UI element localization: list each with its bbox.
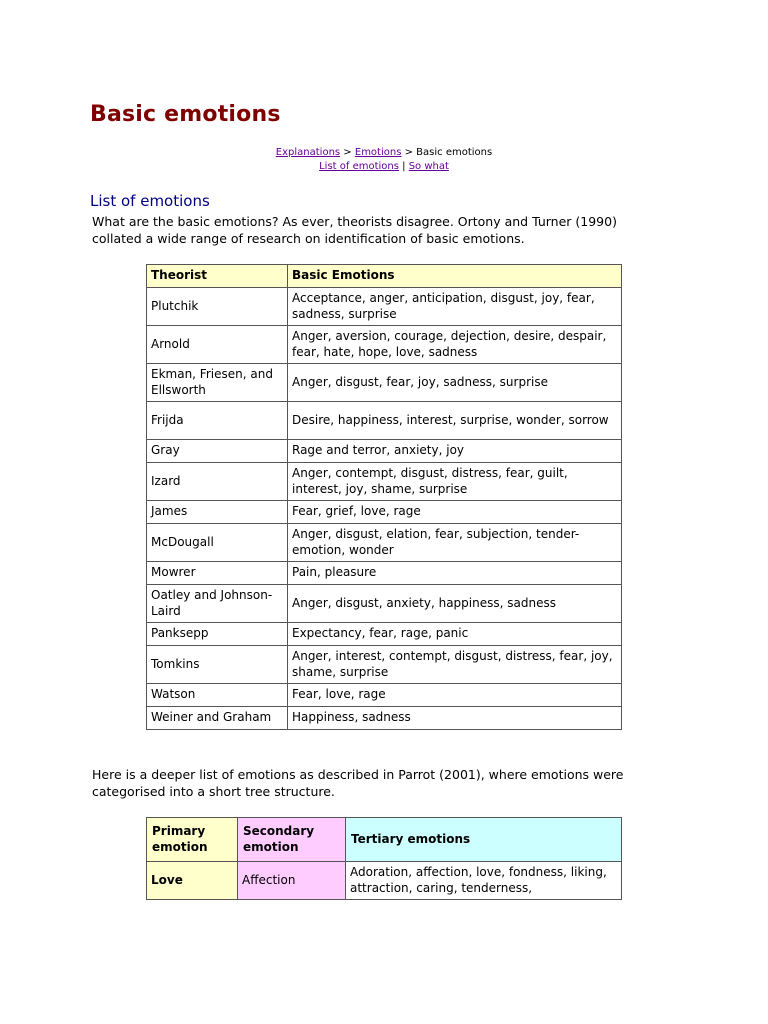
theorist-table xyxy=(146,264,622,730)
breadcrumb-separator: > xyxy=(401,147,417,158)
theorist-cell: Arnold xyxy=(147,326,288,364)
table-row xyxy=(147,440,622,463)
emotions-cell: Acceptance, anger, anticipation, disgust, joy, fear, sadness, surprise xyxy=(288,288,622,326)
emotions-cell: Anger, disgust, fear, joy, sadness, surprise xyxy=(288,364,622,402)
breadcrumb-link-explanations[interactable]: Explanations xyxy=(275,147,341,158)
theorist-cell: Mowrer xyxy=(147,562,288,585)
table-row xyxy=(147,364,622,402)
emotions-cell: Expectancy, fear, rage, panic xyxy=(288,623,622,646)
header-secondary-emotion: Secondary emotion xyxy=(238,818,346,862)
header-primary-emotion: Primary emotion xyxy=(147,818,238,862)
emotions-cell: Rage and terror, anxiety, joy xyxy=(288,440,622,463)
theorist-cell: Frijda xyxy=(147,402,288,440)
emotions-cell: Happiness, sadness xyxy=(288,707,622,730)
table-row xyxy=(147,501,622,524)
tertiary-emotions-cell: Adoration, affection, love, fondness, liking, attraction, caring, tenderness, xyxy=(346,862,622,900)
emotions-cell: Anger, disgust, anxiety, happiness, sadness xyxy=(288,585,622,623)
table-row xyxy=(147,862,622,900)
table-row xyxy=(147,326,622,364)
emotions-cell: Fear, love, rage xyxy=(288,684,622,707)
breadcrumb-link-emotions[interactable]: Emotions xyxy=(354,147,402,158)
table-row xyxy=(147,288,622,326)
header-theorist: Theorist xyxy=(147,265,288,288)
parrot-emotion-table xyxy=(146,817,622,900)
theorist-cell: Watson xyxy=(147,684,288,707)
breadcrumb-line-2 xyxy=(0,160,768,174)
breadcrumb-line-1 xyxy=(0,146,768,160)
emotions-cell: Anger, interest, contempt, disgust, distress, fear, joy, shame, surprise xyxy=(288,646,622,684)
theorist-cell: Weiner and Graham xyxy=(147,707,288,730)
breadcrumb-separator: > xyxy=(340,147,355,158)
theorist-cell: Tomkins xyxy=(147,646,288,684)
emotions-cell: Desire, happiness, interest, surprise, wonder, sorrow xyxy=(288,402,622,440)
breadcrumb-separator: | xyxy=(398,161,409,172)
theorist-cell: Panksepp xyxy=(147,623,288,646)
secondary-emotion-cell: Affection xyxy=(238,862,346,900)
emotions-cell: Anger, aversion, courage, dejection, desire, despair, fear, hate, hope, love, sadness xyxy=(288,326,622,364)
breadcrumb-current: Basic emotions xyxy=(416,147,493,158)
emotions-cell: Anger, disgust, elation, fear, subjection, tender-emotion, wonder xyxy=(288,524,622,562)
emotions-cell: Anger, contempt, disgust, distress, fear, guilt, interest, joy, shame, surprise xyxy=(288,463,622,501)
table-header-row xyxy=(147,818,622,862)
table-row xyxy=(147,585,622,623)
primary-emotion-cell: Love xyxy=(147,862,238,900)
table-row xyxy=(147,402,622,440)
theorist-cell: Plutchik xyxy=(147,288,288,326)
table-row xyxy=(147,562,622,585)
table-header-row xyxy=(147,265,622,288)
emotions-cell: Pain, pleasure xyxy=(288,562,622,585)
link-so-what[interactable]: So what xyxy=(408,161,449,172)
header-basic-emotions: Basic Emotions xyxy=(288,265,622,288)
breadcrumb xyxy=(0,146,768,174)
table-row xyxy=(147,707,622,730)
table-row xyxy=(147,684,622,707)
page-title: Basic emotions xyxy=(90,102,281,127)
table-row xyxy=(147,623,622,646)
table-row xyxy=(147,463,622,501)
section-heading: List of emotions xyxy=(90,192,210,210)
theorist-cell: Ekman, Friesen, and Ellsworth xyxy=(147,364,288,402)
parrot-paragraph: Here is a deeper list of emotions as described in Parrot (2001), where emotions were categorised into a short tree structure. xyxy=(92,767,624,799)
intro-paragraph: What are the basic emotions? As ever, theorists disagree. Ortony and Turner (1990) collated a wide range of research on identification of basic emotions. xyxy=(92,214,617,246)
theorist-cell: McDougall xyxy=(147,524,288,562)
emotions-cell: Fear, grief, love, rage xyxy=(288,501,622,524)
table-row xyxy=(147,646,622,684)
theorist-cell: Oatley and Johnson-Laird xyxy=(147,585,288,623)
theorist-cell: James xyxy=(147,501,288,524)
theorist-cell: Izard xyxy=(147,463,288,501)
link-list-of-emotions[interactable]: List of emotions xyxy=(319,161,399,172)
theorist-cell: Gray xyxy=(147,440,288,463)
table-row xyxy=(147,524,622,562)
header-tertiary-emotions: Tertiary emotions xyxy=(346,818,622,862)
